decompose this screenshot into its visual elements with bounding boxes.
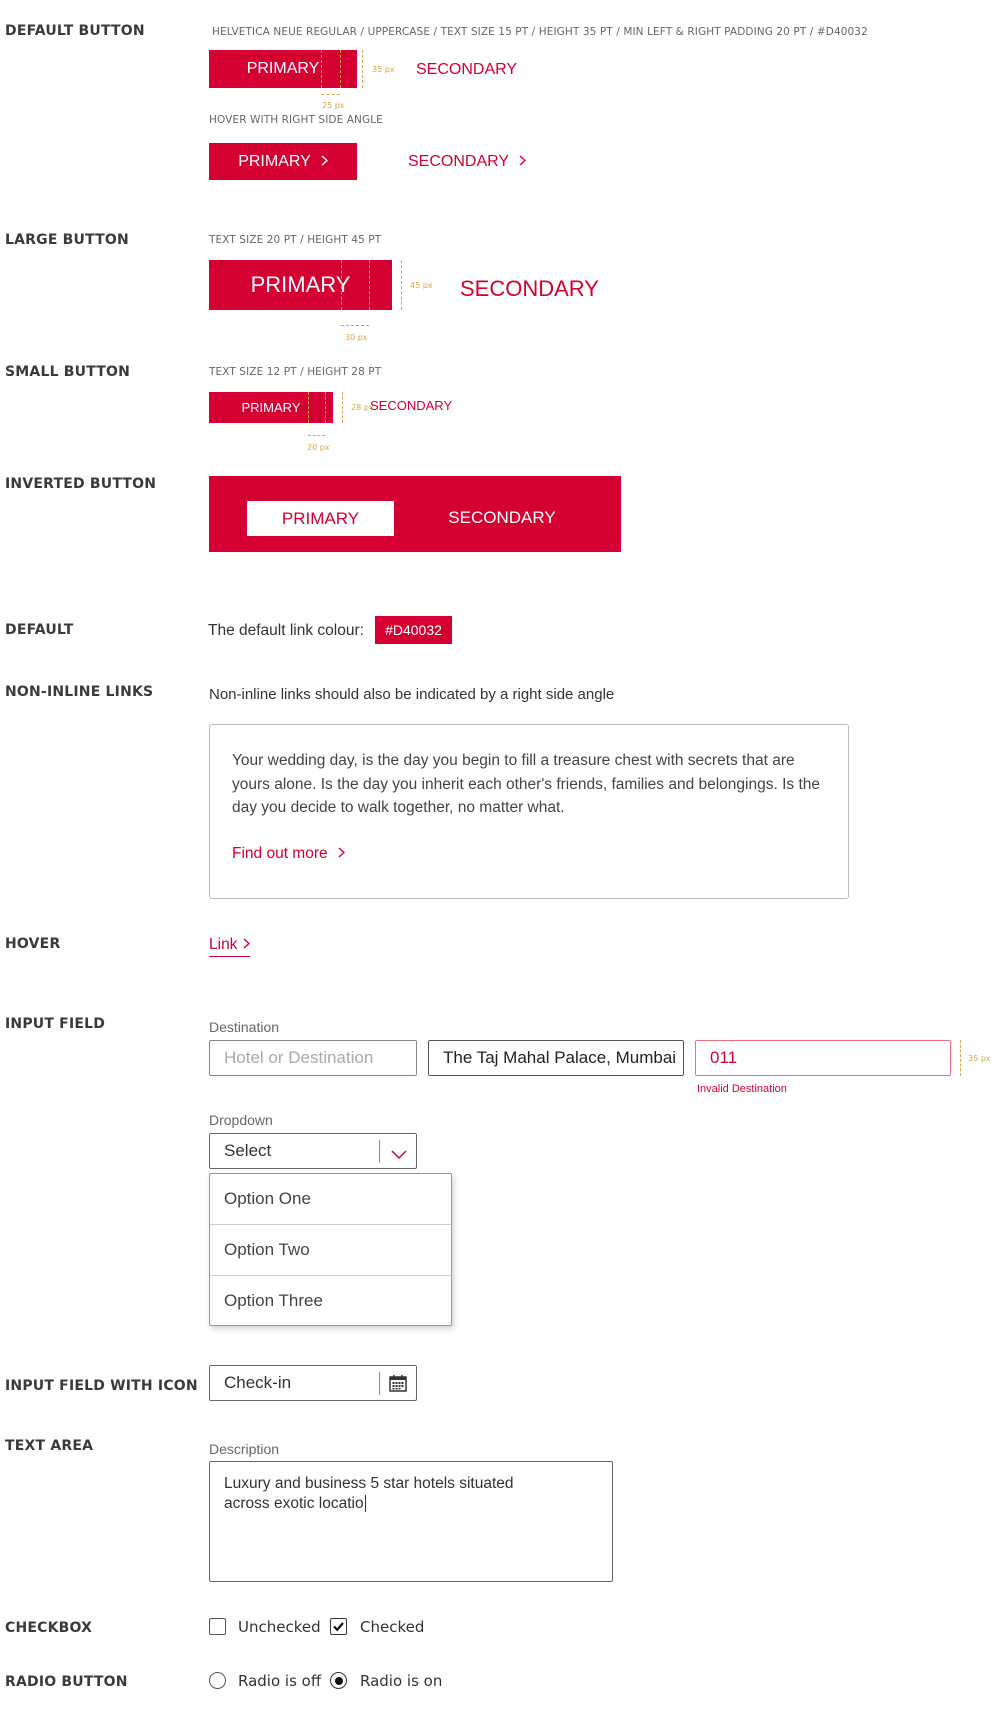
inverted-secondary-button[interactable]: SECONDARY	[448, 508, 556, 527]
radio-on-label: Radio is on	[360, 1672, 443, 1690]
section-label-inverted-button: INVERTED BUTTON	[5, 476, 157, 492]
height-dimension-text: 35 px	[372, 65, 395, 74]
unchecked-label: Unchecked	[238, 1618, 321, 1636]
hover-primary-button[interactable]	[209, 143, 357, 180]
dropdown-option[interactable]: Option One	[210, 1174, 451, 1225]
textarea-value	[224, 1474, 594, 1514]
dropdown-selected: Select	[224, 1141, 272, 1160]
content-card	[209, 724, 849, 899]
description-textarea[interactable]	[209, 1461, 613, 1582]
height-dimension-line	[362, 50, 363, 88]
find-out-more-link[interactable]	[232, 845, 345, 863]
hover-link-label: Link	[209, 936, 238, 953]
height-dimension-text: 45 px	[410, 281, 433, 290]
error-message: Invalid Destination	[697, 1083, 787, 1095]
check-in-value: Check-in	[224, 1373, 292, 1392]
dropdown-divider	[379, 1140, 380, 1163]
inverted-button-panel	[209, 476, 621, 552]
section-label-non-inline-links: NON-INLINE LINKS	[5, 684, 154, 700]
radio-off-label: Radio is off	[238, 1672, 322, 1690]
dropdown-option[interactable]: Option Three	[224, 1290, 323, 1310]
large-secondary-button[interactable]: SECONDARY	[460, 276, 599, 301]
chevron-down-icon	[391, 1145, 407, 1165]
padding-dimension-text: 20 px	[307, 443, 330, 452]
padding-guide-line	[369, 260, 370, 310]
checked-checkbox[interactable]	[330, 1618, 347, 1635]
section-label-radio-button: RADIO BUTTON	[5, 1674, 128, 1690]
hover-link[interactable]	[209, 936, 250, 957]
card-body-text: Your wedding day, is the day you begin to fill a treasure chest with secrets that are yours alone. Is the day you inherit each other's friends, families and belongings. Is the day you decide to walk together, no matter what.	[232, 752, 820, 816]
check-in-input[interactable]	[209, 1365, 417, 1401]
large-primary-button[interactable]: PRIMARY	[209, 260, 392, 310]
small-secondary-button[interactable]: SECONDARY	[370, 397, 453, 413]
small-primary-button[interactable]: PRIMARY	[209, 392, 333, 423]
radio-off[interactable]	[209, 1672, 226, 1689]
large-button-spec: TEXT SIZE 20 PT / HEIGHT 45 PT	[209, 234, 382, 246]
text-cursor	[365, 1495, 366, 1512]
height-dimension-line	[401, 260, 402, 310]
hover-primary-label: PRIMARY	[238, 152, 311, 170]
section-label-default: DEFAULT	[5, 622, 74, 638]
calendar-icon[interactable]	[389, 1374, 407, 1397]
find-out-more-label: Find out more	[232, 845, 328, 862]
padding-guide-line	[340, 50, 341, 88]
dropdown-label: Dropdown	[209, 1112, 273, 1128]
padding-guide-line	[321, 50, 322, 88]
input-divider	[379, 1372, 380, 1395]
default-primary-button[interactable]: PRIMARY	[209, 50, 357, 88]
padding-dimension-text: 30 px	[345, 333, 368, 342]
dropdown-select[interactable]	[209, 1133, 417, 1169]
checkmark-icon	[332, 1620, 345, 1633]
padding-guide-line	[341, 260, 342, 310]
section-label-input-field: INPUT FIELD	[5, 1016, 106, 1032]
chevron-right-icon	[243, 936, 250, 954]
section-label-input-with-icon: INPUT FIELD WITH ICON	[5, 1378, 198, 1394]
radio-dot	[335, 1677, 343, 1685]
padding-dimension-line	[308, 435, 325, 436]
hover-secondary-label: SECONDARY	[408, 153, 510, 170]
section-label-default-button: DEFAULT BUTTON	[5, 23, 145, 39]
non-inline-description: Non-inline links should also be indicated by a right side angle	[209, 686, 615, 703]
section-label-large-button: LARGE BUTTON	[5, 232, 129, 248]
default-button-spec: HELVETICA NEUE REGULAR / UPPERCASE / TEXT SIZE 15 PT / HEIGHT 35 PT / MIN LEFT & RIGHT PADDING 20 PT / #D40032	[212, 26, 868, 38]
section-label-hover: HOVER	[5, 936, 61, 952]
destination-input-empty[interactable]	[209, 1040, 417, 1076]
section-label-small-button: SMALL BUTTON	[5, 364, 131, 380]
unchecked-checkbox[interactable]	[209, 1618, 226, 1635]
chevron-right-icon	[338, 845, 345, 863]
height-dimension-text: 35 px	[968, 1054, 991, 1063]
checked-label: Checked	[360, 1618, 425, 1636]
hover-caption: HOVER WITH RIGHT SIDE ANGLE	[209, 114, 383, 126]
padding-guide-line	[325, 392, 326, 423]
dropdown-option[interactable]: Option Two	[210, 1225, 451, 1276]
small-button-spec: TEXT SIZE 12 PT / HEIGHT 28 PT	[209, 366, 382, 378]
section-label-text-area: TEXT AREA	[5, 1438, 94, 1454]
description-label: Description	[209, 1441, 280, 1457]
dropdown-menu	[209, 1173, 452, 1326]
destination-input-filled[interactable]	[428, 1040, 684, 1076]
height-dimension-text: 28 px	[351, 403, 374, 412]
destination-value: The Taj Mahal Palace, Mumbai	[443, 1048, 677, 1067]
default-link-text: The default link colour:	[208, 622, 364, 639]
padding-dimension-line	[341, 325, 369, 326]
radio-on[interactable]	[330, 1672, 347, 1689]
hover-secondary-button[interactable]	[408, 152, 526, 172]
color-swatch: #D40032	[375, 616, 452, 644]
padding-guide-line	[308, 392, 309, 423]
section-label-checkbox: CHECKBOX	[5, 1620, 93, 1636]
destination-placeholder: Hotel or Destination	[224, 1048, 374, 1067]
height-dimension-line	[960, 1040, 961, 1076]
inverted-primary-button[interactable]: PRIMARY	[247, 501, 394, 536]
error-value: 011	[710, 1048, 738, 1067]
height-dimension-line	[342, 392, 343, 423]
destination-label: Destination	[209, 1019, 280, 1035]
padding-dimension-line	[321, 94, 340, 95]
destination-input-error[interactable]	[695, 1040, 951, 1076]
default-secondary-button[interactable]: SECONDARY	[416, 61, 518, 78]
chevron-right-icon	[321, 153, 328, 171]
textarea-text: Luxury and business 5 star hotels situated across exotic locatio	[224, 1475, 514, 1512]
padding-dimension-text: 25 px	[322, 101, 345, 110]
chevron-right-icon	[519, 153, 526, 171]
